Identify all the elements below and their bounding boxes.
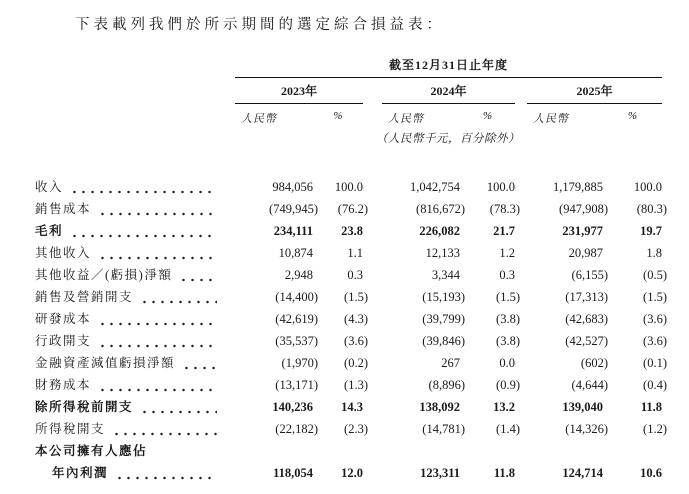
value-cell: (3.6): [643, 334, 667, 348]
value-cell: 1.8: [646, 246, 662, 260]
value-cell: (3.6): [643, 312, 667, 326]
value-cell: (0.5): [643, 268, 667, 282]
value-cell: (3.8): [496, 334, 520, 348]
row-label: 其他收益／(虧損)淨額: [35, 268, 173, 282]
value-cell: 3,344: [431, 268, 460, 282]
row-label: 財務成本: [35, 378, 92, 392]
leader-dots: [70, 234, 217, 238]
value-cell: (2.3): [344, 422, 368, 436]
value-cell: (4.3): [344, 312, 368, 326]
value-cell: (1,970): [281, 356, 318, 370]
currency-label: 人民幣: [533, 113, 569, 125]
leader-dots: [140, 410, 217, 414]
currency-label: 人民幣: [241, 113, 277, 125]
leader-dots: [98, 212, 217, 216]
income-statement-table: [35, 176, 667, 484]
value-cell: 13.2: [493, 400, 515, 414]
leader-dots: [140, 300, 217, 304]
value-cell: (1.5): [344, 290, 368, 304]
value-cell: (0.2): [344, 356, 368, 370]
value-cell: (14,326): [565, 422, 608, 436]
value-cell: 0.3: [347, 268, 363, 282]
unit-note: （人民幣千元，百分除外）: [376, 133, 520, 145]
value-cell: 1.2: [499, 246, 515, 260]
value-cell: (3.8): [496, 312, 520, 326]
value-cell: (1.4): [496, 422, 520, 436]
value-cell: (1.5): [496, 290, 520, 304]
value-cell: [313, 440, 363, 462]
value-cell: 139,040: [562, 400, 603, 414]
value-cell: [515, 440, 603, 462]
row-label: 所得稅開支: [35, 422, 106, 436]
leader-dots: [115, 476, 217, 480]
value-cell: 21.7: [493, 224, 515, 238]
row-label: 研發成本: [35, 312, 92, 326]
year-label: 2023年: [235, 82, 363, 104]
value-cell: (1.5): [643, 290, 667, 304]
table-header: [0, 0, 689, 176]
table-row: [35, 220, 662, 242]
table-row: [35, 374, 667, 396]
year-group: [382, 82, 515, 126]
value-cell: 100.0: [633, 180, 662, 194]
row-label: 毛利: [35, 224, 64, 238]
value-cell: (816,672): [416, 202, 465, 216]
table-row: [35, 352, 667, 374]
value-cell: (35,537): [275, 334, 318, 348]
year-label: 2024年: [382, 82, 515, 104]
value-cell: 267: [441, 356, 460, 370]
value-cell: (0.1): [643, 356, 667, 370]
table-row: [35, 198, 667, 220]
value-cell: [460, 440, 515, 462]
value-cell: (749,945): [269, 202, 318, 216]
value-cell: 140,236: [272, 400, 313, 414]
value-cell: 231,977: [562, 224, 603, 238]
table-row: [35, 396, 662, 418]
value-cell: (14,781): [422, 422, 465, 436]
value-cell: (947,908): [559, 202, 608, 216]
table-row: [35, 242, 662, 264]
leader-dots: [98, 322, 217, 326]
row-label: 收入: [35, 180, 64, 194]
value-cell: [363, 440, 460, 462]
value-cell: (1.3): [344, 378, 368, 392]
value-cell: 2,948: [284, 268, 313, 282]
value-cell: (42,683): [565, 312, 608, 326]
table-row: [35, 462, 662, 484]
row-label: 除所得稅前開支: [35, 400, 134, 414]
table-row: [35, 418, 667, 440]
table-row: [35, 176, 662, 198]
leader-dots: [70, 190, 217, 194]
value-cell: (4,644): [571, 378, 608, 392]
leader-dots: [112, 432, 217, 436]
year-group: [527, 82, 662, 126]
value-cell: 0.0: [499, 356, 515, 370]
value-cell: (80.3): [636, 202, 667, 216]
currency-label: 人民幣: [388, 113, 424, 125]
row-label: 銷售成本: [35, 202, 92, 216]
year-group: [235, 82, 363, 126]
value-cell: (1.2): [643, 422, 667, 436]
value-cell: 118,054: [273, 466, 313, 480]
value-cell: (15,193): [422, 290, 465, 304]
year-label: 2025年: [527, 82, 662, 104]
value-cell: 12.0: [341, 466, 363, 480]
value-cell: (8,896): [428, 378, 465, 392]
value-cell: 234,111: [273, 224, 313, 238]
value-cell: (3.6): [344, 334, 368, 348]
value-cell: (76.2): [337, 202, 368, 216]
leader-dots: [179, 278, 217, 282]
value-cell: (0.9): [496, 378, 520, 392]
percent-label: %: [482, 110, 493, 122]
header-top-rule: [235, 77, 662, 78]
table-row: [35, 440, 662, 462]
value-cell: (22,182): [275, 422, 318, 436]
value-cell: (13,171): [275, 378, 318, 392]
table-row: [35, 330, 667, 352]
value-cell: (0.4): [643, 378, 667, 392]
percent-label: %: [333, 110, 343, 122]
row-label: 其他收入: [35, 246, 92, 260]
row-label: 銷售及營銷開支: [35, 290, 134, 304]
value-cell: (42,527): [565, 334, 608, 348]
row-label: 本公司擁有人應佔: [35, 444, 148, 458]
value-cell: 1,179,885: [553, 180, 603, 194]
value-cell: 226,082: [419, 224, 460, 238]
table-row: [35, 308, 667, 330]
value-cell: 100.0: [486, 180, 515, 194]
value-cell: 10.6: [640, 466, 662, 480]
value-cell: 20,987: [568, 246, 603, 260]
page-title: 下表載列我們於所示期間的選定綜合損益表：: [75, 17, 445, 33]
value-cell: (42,619): [275, 312, 318, 326]
value-cell: (17,313): [565, 290, 608, 304]
value-cell: 1.1: [347, 246, 363, 260]
leader-dots: [182, 366, 217, 370]
value-cell: (39,799): [422, 312, 465, 326]
leader-dots: [98, 256, 217, 260]
table-row: [35, 286, 667, 308]
value-cell: 19.7: [640, 224, 662, 238]
value-cell: 0.3: [499, 268, 515, 282]
value-cell: 100.0: [334, 180, 363, 194]
value-cell: 984,056: [272, 180, 313, 194]
value-cell: 11.8: [640, 400, 662, 414]
value-cell: (14,400): [275, 290, 318, 304]
value-cell: (39,846): [422, 334, 465, 348]
period-header: 截至12月31日止年度: [388, 58, 508, 72]
value-cell: [603, 440, 662, 462]
leader-dots: [98, 344, 217, 348]
value-cell: 14.3: [341, 400, 363, 414]
value-cell: 138,092: [419, 400, 460, 414]
row-label: 金融資產減值虧損淨額: [35, 356, 176, 370]
percent-label: %: [627, 110, 638, 122]
value-cell: 11.8: [493, 466, 515, 480]
value-cell: (78.3): [489, 202, 520, 216]
value-cell: [235, 440, 313, 462]
row-label: 行政開支: [35, 334, 92, 348]
value-cell: 124,714: [562, 466, 603, 480]
value-cell: 23.8: [341, 224, 363, 238]
value-cell: (6,155): [571, 268, 608, 282]
value-cell: (602): [580, 356, 608, 370]
value-cell: 10,874: [278, 246, 313, 260]
value-cell: 123,311: [420, 466, 460, 480]
leader-dots: [98, 388, 217, 392]
value-cell: 12,133: [425, 246, 460, 260]
table-row: [35, 264, 667, 286]
row-label: 年內利潤: [52, 466, 109, 480]
value-cell: 1,042,754: [410, 180, 460, 194]
